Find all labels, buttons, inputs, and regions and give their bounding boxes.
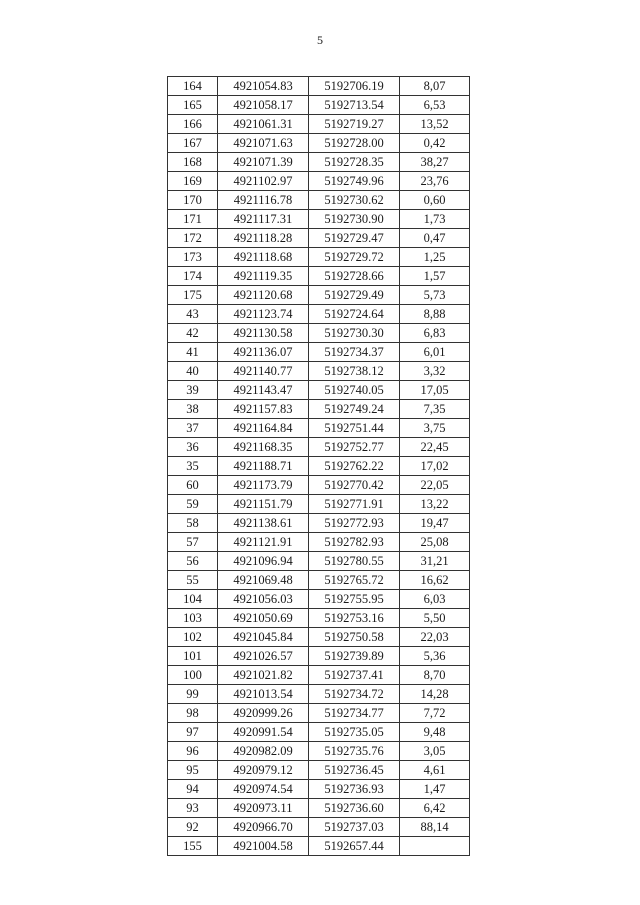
point-number-cell: 59 — [168, 495, 218, 514]
x-coordinate-cell: 4921123.74 — [218, 305, 309, 324]
segment-length-cell: 13,22 — [400, 495, 470, 514]
table-row — [168, 381, 470, 400]
y-coordinate-cell: 5192734.72 — [309, 685, 400, 704]
y-coordinate-cell: 5192713.54 — [309, 96, 400, 115]
segment-length-cell: 5,50 — [400, 609, 470, 628]
point-number-cell: 165 — [168, 96, 218, 115]
y-coordinate-cell: 5192755.95 — [309, 590, 400, 609]
segment-length-cell: 1,47 — [400, 780, 470, 799]
segment-length-cell: 8,88 — [400, 305, 470, 324]
point-number-cell: 92 — [168, 818, 218, 837]
x-coordinate-cell: 4921054.83 — [218, 77, 309, 96]
segment-length-cell: 22,03 — [400, 628, 470, 647]
table-row — [168, 248, 470, 267]
segment-length-cell: 31,21 — [400, 552, 470, 571]
y-coordinate-cell: 5192749.96 — [309, 172, 400, 191]
y-coordinate-cell: 5192753.16 — [309, 609, 400, 628]
x-coordinate-cell: 4920991.54 — [218, 723, 309, 742]
point-number-cell: 168 — [168, 153, 218, 172]
point-number-cell: 93 — [168, 799, 218, 818]
table-row — [168, 552, 470, 571]
point-number-cell: 173 — [168, 248, 218, 267]
y-coordinate-cell: 5192750.58 — [309, 628, 400, 647]
point-number-cell: 172 — [168, 229, 218, 248]
point-number-cell: 102 — [168, 628, 218, 647]
y-coordinate-cell: 5192737.03 — [309, 818, 400, 837]
segment-length-cell: 16,62 — [400, 571, 470, 590]
table-row — [168, 362, 470, 381]
x-coordinate-cell: 4920982.09 — [218, 742, 309, 761]
table-row — [168, 267, 470, 286]
point-number-cell: 100 — [168, 666, 218, 685]
x-coordinate-cell: 4921168.35 — [218, 438, 309, 457]
table-row — [168, 324, 470, 343]
segment-length-cell: 8,70 — [400, 666, 470, 685]
table-row — [168, 780, 470, 799]
point-number-cell: 167 — [168, 134, 218, 153]
y-coordinate-cell: 5192719.27 — [309, 115, 400, 134]
table-row — [168, 495, 470, 514]
segment-length-cell: 6,42 — [400, 799, 470, 818]
x-coordinate-cell: 4921096.94 — [218, 552, 309, 571]
point-number-cell: 37 — [168, 419, 218, 438]
table-row — [168, 134, 470, 153]
segment-length-cell: 14,28 — [400, 685, 470, 704]
point-number-cell: 55 — [168, 571, 218, 590]
y-coordinate-cell: 5192749.24 — [309, 400, 400, 419]
point-number-cell: 174 — [168, 267, 218, 286]
table-row — [168, 647, 470, 666]
y-coordinate-cell: 5192730.62 — [309, 191, 400, 210]
segment-length-cell: 6,01 — [400, 343, 470, 362]
y-coordinate-cell: 5192730.30 — [309, 324, 400, 343]
x-coordinate-cell: 4921130.58 — [218, 324, 309, 343]
segment-length-cell: 88,14 — [400, 818, 470, 837]
segment-length-cell: 7,72 — [400, 704, 470, 723]
point-number-cell: 96 — [168, 742, 218, 761]
point-number-cell: 58 — [168, 514, 218, 533]
x-coordinate-cell: 4921071.63 — [218, 134, 309, 153]
x-coordinate-cell: 4921118.28 — [218, 229, 309, 248]
y-coordinate-cell: 5192724.64 — [309, 305, 400, 324]
table-row — [168, 286, 470, 305]
y-coordinate-cell: 5192736.45 — [309, 761, 400, 780]
x-coordinate-cell: 4921116.78 — [218, 191, 309, 210]
x-coordinate-cell: 4921136.07 — [218, 343, 309, 362]
segment-length-cell: 0,60 — [400, 191, 470, 210]
y-coordinate-cell: 5192780.55 — [309, 552, 400, 571]
table-row — [168, 229, 470, 248]
point-number-cell: 98 — [168, 704, 218, 723]
segment-length-cell: 3,05 — [400, 742, 470, 761]
table-row — [168, 609, 470, 628]
point-number-cell: 38 — [168, 400, 218, 419]
table-row — [168, 457, 470, 476]
x-coordinate-cell: 4921140.77 — [218, 362, 309, 381]
y-coordinate-cell: 5192736.60 — [309, 799, 400, 818]
point-number-cell: 41 — [168, 343, 218, 362]
point-number-cell: 170 — [168, 191, 218, 210]
point-number-cell: 175 — [168, 286, 218, 305]
y-coordinate-cell: 5192735.76 — [309, 742, 400, 761]
table-row — [168, 305, 470, 324]
x-coordinate-cell: 4921119.35 — [218, 267, 309, 286]
x-coordinate-cell: 4921071.39 — [218, 153, 309, 172]
table-row — [168, 153, 470, 172]
y-coordinate-cell: 5192728.66 — [309, 267, 400, 286]
x-coordinate-cell: 4921151.79 — [218, 495, 309, 514]
x-coordinate-cell: 4921157.83 — [218, 400, 309, 419]
point-number-cell: 103 — [168, 609, 218, 628]
y-coordinate-cell: 5192730.90 — [309, 210, 400, 229]
table-row — [168, 628, 470, 647]
segment-length-cell: 7,35 — [400, 400, 470, 419]
table-row — [168, 571, 470, 590]
table-row — [168, 115, 470, 134]
y-coordinate-cell: 5192770.42 — [309, 476, 400, 495]
point-number-cell: 101 — [168, 647, 218, 666]
table-row — [168, 666, 470, 685]
segment-length-cell: 1,57 — [400, 267, 470, 286]
x-coordinate-cell: 4921050.69 — [218, 609, 309, 628]
segment-length-cell: 8,07 — [400, 77, 470, 96]
table-row — [168, 438, 470, 457]
y-coordinate-cell: 5192771.91 — [309, 495, 400, 514]
table-row — [168, 704, 470, 723]
segment-length-cell: 1,73 — [400, 210, 470, 229]
y-coordinate-cell: 5192762.22 — [309, 457, 400, 476]
segment-length-cell: 13,52 — [400, 115, 470, 134]
y-coordinate-cell: 5192751.44 — [309, 419, 400, 438]
y-coordinate-cell: 5192765.72 — [309, 571, 400, 590]
y-coordinate-cell: 5192657.44 — [309, 837, 400, 856]
point-number-cell: 104 — [168, 590, 218, 609]
segment-length-cell: 0,47 — [400, 229, 470, 248]
table-row — [168, 818, 470, 837]
segment-length-cell — [400, 837, 470, 856]
y-coordinate-cell: 5192728.00 — [309, 134, 400, 153]
point-number-cell: 39 — [168, 381, 218, 400]
x-coordinate-cell: 4921120.68 — [218, 286, 309, 305]
x-coordinate-cell: 4920979.12 — [218, 761, 309, 780]
point-number-cell: 99 — [168, 685, 218, 704]
table-row — [168, 742, 470, 761]
table-row — [168, 723, 470, 742]
y-coordinate-cell: 5192772.93 — [309, 514, 400, 533]
segment-length-cell: 25,08 — [400, 533, 470, 552]
segment-length-cell: 3,75 — [400, 419, 470, 438]
segment-length-cell: 17,02 — [400, 457, 470, 476]
segment-length-cell: 6,83 — [400, 324, 470, 343]
table-row — [168, 96, 470, 115]
x-coordinate-cell: 4920974.54 — [218, 780, 309, 799]
y-coordinate-cell: 5192729.47 — [309, 229, 400, 248]
table-row — [168, 77, 470, 96]
x-coordinate-cell: 4921013.54 — [218, 685, 309, 704]
y-coordinate-cell: 5192734.77 — [309, 704, 400, 723]
segment-length-cell: 9,48 — [400, 723, 470, 742]
coordinates-table-body — [168, 77, 470, 856]
coordinates-table — [167, 76, 470, 856]
x-coordinate-cell: 4921021.82 — [218, 666, 309, 685]
y-coordinate-cell: 5192740.05 — [309, 381, 400, 400]
segment-length-cell: 5,36 — [400, 647, 470, 666]
segment-length-cell: 19,47 — [400, 514, 470, 533]
segment-length-cell: 4,61 — [400, 761, 470, 780]
point-number-cell: 95 — [168, 761, 218, 780]
x-coordinate-cell: 4921121.91 — [218, 533, 309, 552]
segment-length-cell: 6,03 — [400, 590, 470, 609]
y-coordinate-cell: 5192736.93 — [309, 780, 400, 799]
table-row — [168, 476, 470, 495]
point-number-cell: 57 — [168, 533, 218, 552]
x-coordinate-cell: 4921173.79 — [218, 476, 309, 495]
point-number-cell: 60 — [168, 476, 218, 495]
x-coordinate-cell: 4921188.71 — [218, 457, 309, 476]
segment-length-cell: 22,05 — [400, 476, 470, 495]
segment-length-cell: 23,76 — [400, 172, 470, 191]
point-number-cell: 155 — [168, 837, 218, 856]
segment-length-cell: 6,53 — [400, 96, 470, 115]
x-coordinate-cell: 4921045.84 — [218, 628, 309, 647]
table-row — [168, 590, 470, 609]
x-coordinate-cell: 4921061.31 — [218, 115, 309, 134]
table-row — [168, 761, 470, 780]
y-coordinate-cell: 5192752.77 — [309, 438, 400, 457]
x-coordinate-cell: 4921143.47 — [218, 381, 309, 400]
x-coordinate-cell: 4921004.58 — [218, 837, 309, 856]
segment-length-cell: 17,05 — [400, 381, 470, 400]
x-coordinate-cell: 4921164.84 — [218, 419, 309, 438]
segment-length-cell: 22,45 — [400, 438, 470, 457]
point-number-cell: 166 — [168, 115, 218, 134]
x-coordinate-cell: 4921117.31 — [218, 210, 309, 229]
y-coordinate-cell: 5192728.35 — [309, 153, 400, 172]
x-coordinate-cell: 4921058.17 — [218, 96, 309, 115]
segment-length-cell: 38,27 — [400, 153, 470, 172]
table-row — [168, 172, 470, 191]
table-row — [168, 343, 470, 362]
table-row — [168, 799, 470, 818]
x-coordinate-cell: 4921102.97 — [218, 172, 309, 191]
y-coordinate-cell: 5192706.19 — [309, 77, 400, 96]
x-coordinate-cell: 4921138.61 — [218, 514, 309, 533]
table-row — [168, 533, 470, 552]
segment-length-cell: 5,73 — [400, 286, 470, 305]
x-coordinate-cell: 4921026.57 — [218, 647, 309, 666]
x-coordinate-cell: 4921056.03 — [218, 590, 309, 609]
point-number-cell: 56 — [168, 552, 218, 571]
segment-length-cell: 1,25 — [400, 248, 470, 267]
y-coordinate-cell: 5192737.41 — [309, 666, 400, 685]
point-number-cell: 171 — [168, 210, 218, 229]
point-number-cell: 43 — [168, 305, 218, 324]
y-coordinate-cell: 5192782.93 — [309, 533, 400, 552]
y-coordinate-cell: 5192729.72 — [309, 248, 400, 267]
x-coordinate-cell: 4921069.48 — [218, 571, 309, 590]
table-row — [168, 419, 470, 438]
table-row — [168, 400, 470, 419]
x-coordinate-cell: 4920966.70 — [218, 818, 309, 837]
point-number-cell: 35 — [168, 457, 218, 476]
x-coordinate-cell: 4920999.26 — [218, 704, 309, 723]
y-coordinate-cell: 5192734.37 — [309, 343, 400, 362]
point-number-cell: 36 — [168, 438, 218, 457]
point-number-cell: 97 — [168, 723, 218, 742]
x-coordinate-cell: 4920973.11 — [218, 799, 309, 818]
point-number-cell: 94 — [168, 780, 218, 799]
point-number-cell: 169 — [168, 172, 218, 191]
y-coordinate-cell: 5192735.05 — [309, 723, 400, 742]
y-coordinate-cell: 5192738.12 — [309, 362, 400, 381]
page-number: 5 — [317, 33, 323, 47]
point-number-cell: 164 — [168, 77, 218, 96]
table-row — [168, 514, 470, 533]
point-number-cell: 40 — [168, 362, 218, 381]
table-row — [168, 191, 470, 210]
segment-length-cell: 0,42 — [400, 134, 470, 153]
segment-length-cell: 3,32 — [400, 362, 470, 381]
y-coordinate-cell: 5192729.49 — [309, 286, 400, 305]
table-row — [168, 685, 470, 704]
table-row — [168, 210, 470, 229]
table-row — [168, 837, 470, 856]
y-coordinate-cell: 5192739.89 — [309, 647, 400, 666]
x-coordinate-cell: 4921118.68 — [218, 248, 309, 267]
point-number-cell: 42 — [168, 324, 218, 343]
